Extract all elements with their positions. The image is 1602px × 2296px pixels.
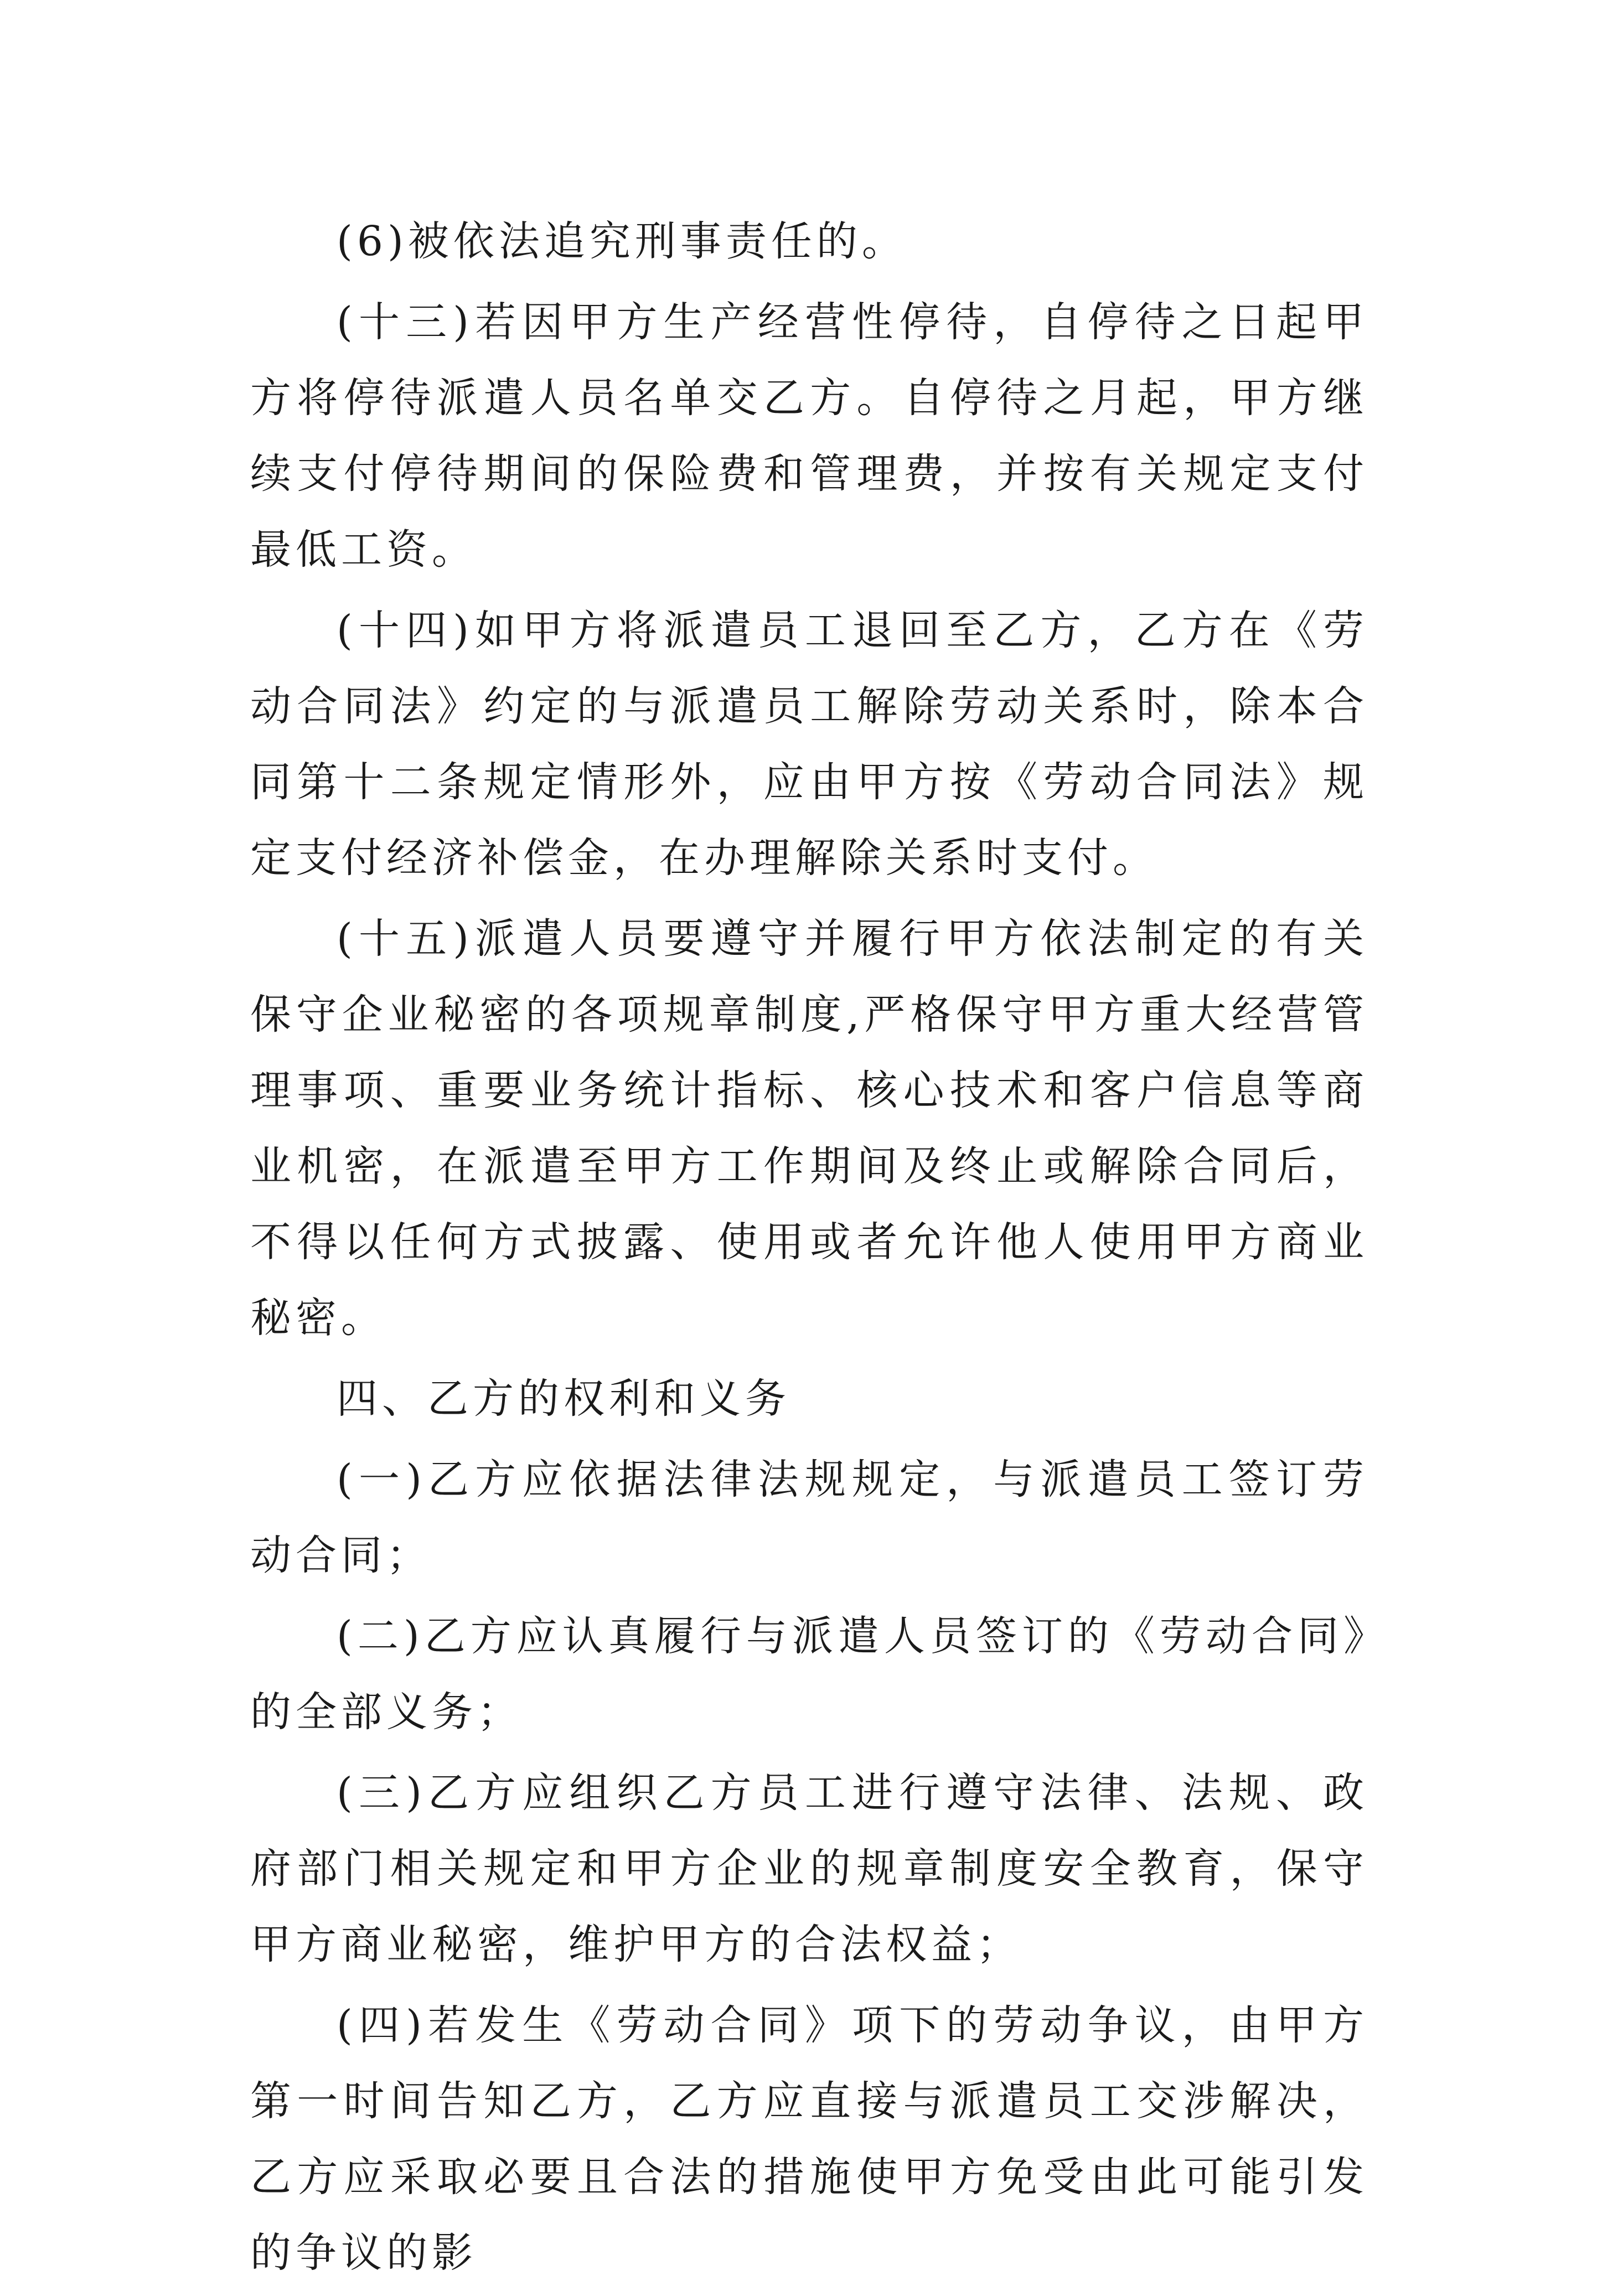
paragraph-party-b-1: (一)乙方应依据法律法规规定，与派遣员工签订劳动合同；	[250, 1456, 1368, 1579]
paragraph-clause-14: (十四)如甲方将派遣员工退回至乙方，乙方在《劳动合同法》约定的与派遣员工解除劳动关系时，除本合同第十二条规定情形外，应由甲方按《劳动合同法》规定支付经济补偿金，在办理解除关系时支付。	[250, 607, 1368, 882]
paragraph-clause-15: (十五)派遣人员要遵守并履行甲方依法制定的有关保守企业秘密的各项规章制度,严格保守甲方重大经营管理事项、重要业务统计指标、核心技术和客户信息等商业机密，在派遣至甲方工作期间及终止或解除合同后，不得以任何方式披露、使用或者允许他人使用甲方商业秘密。	[250, 915, 1368, 1342]
document-body	[250, 204, 1368, 2296]
section-heading-party-b-rights: 四、乙方的权利和义务	[337, 1375, 790, 1423]
paragraph-party-b-3: (三)乙方应组织乙方员工进行遵守法律、法规、政府部门相关规定和甲方企业的规章制度安全教育，保守甲方商业秘密，维护甲方的合法权益；	[250, 1769, 1368, 1968]
paragraph-party-b-2: (二)乙方应认真履行与派遣人员签订的《劳动合同》的全部义务；	[250, 1612, 1368, 1736]
paragraph-clause-13: (十三)若因甲方生产经营性停待，自停待之日起甲方将停待派遣人员名单交乙方。自停待之月起，甲方继续支付停待期间的保险费和管理费，并按有关规定支付最低工资。	[250, 298, 1368, 573]
paragraph-party-b-4: (四)若发生《劳动合同》项下的劳动争议，由甲方第一时间告知乙方，乙方应直接与派遣员工交涉解决，乙方应采取必要且合法的措施使甲方免受由此可能引发的争议的影	[250, 2002, 1368, 2277]
paragraph-item-6: (6)被依法追究刑事责任的。	[337, 218, 907, 265]
